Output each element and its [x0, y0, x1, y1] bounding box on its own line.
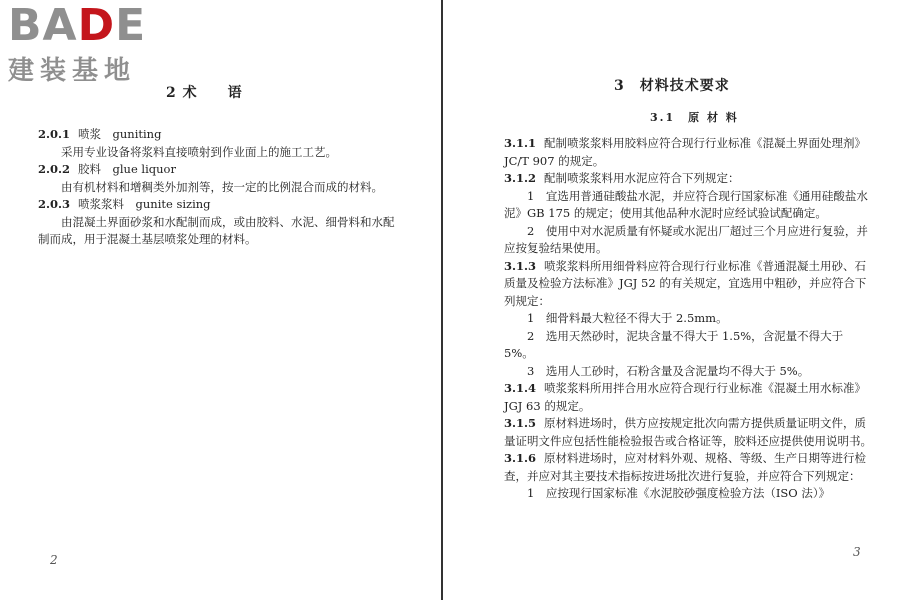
- clause: [504, 380, 874, 415]
- clause-number: 3.1.2: [504, 171, 537, 185]
- page-number: 3: [853, 545, 861, 559]
- clause: [504, 450, 874, 485]
- term-definition: 采用专业设备将浆料直接喷射到作业面上的施工工艺。: [61, 144, 337, 159]
- clause: [504, 170, 874, 188]
- term-definition: 由有机材料和增稠类外加剂等，按一定的比例混合而成的材料。: [61, 179, 383, 194]
- page-number: 2: [50, 553, 58, 567]
- clause: [504, 135, 874, 170]
- right-page: [446, 0, 900, 600]
- clauses-list: [504, 135, 874, 503]
- clause-number: 3.1.4: [504, 381, 537, 395]
- term-name: 喷浆浆料 gunite sizing: [78, 197, 211, 211]
- term-entry: [38, 196, 398, 214]
- list-item: 2 使用中对水泥质量有怀疑或水泥出厂超过三个月应进行复验，并应按复验结果使用。: [504, 223, 868, 255]
- clause-number: 3.1.3: [504, 258, 537, 273]
- clause: [504, 258, 874, 311]
- list-item: 1 应按现行国家标准《水泥胶砂强度检验方法（ISO 法）》: [527, 486, 831, 500]
- chapter-title-terms: 2 术 语: [166, 85, 243, 101]
- list-item: 1 细骨料最大粒径不得大于 2.5mm。: [527, 311, 728, 325]
- clause-number: 2.0.1: [38, 127, 71, 141]
- clause-number: 2.0.3: [38, 197, 71, 211]
- list-item: 1 宜选用普通硅酸盐水泥，并应符合现行国家标准《通用硅酸盐水泥》GB 175 的规定；使用其他品种水泥时应经试验试配确定。: [504, 188, 868, 220]
- clause-text: 原材料进场时，应对材料外观、规格、等级、生产日期等进行检查，并应对其主要技术指标按进场批次进行复验，并应符合下列规定：: [504, 451, 867, 483]
- term-definition: 由混凝土界面砂浆和水配制而成，或由胶料、水泥、细骨料和水配制而成，用于混凝土基层喷浆处理的材料。: [38, 214, 395, 246]
- term-name: 胶料 glue liquor: [78, 162, 176, 176]
- list-item: 2 选用天然砂时，泥块含量不得大于 1.5%，含泥量不得大于 5%。: [504, 328, 844, 360]
- logo-text-part1: BA: [8, 0, 78, 51]
- terms-list: [38, 126, 398, 249]
- list-item: 3 选用人工砂时，石粉含量及含泥量均不得大于 5%。: [527, 363, 810, 378]
- term-name: 喷浆 guniting: [78, 127, 162, 141]
- clause-text: 喷浆浆料所用细骨料应符合现行行业标准《普通混凝土用砂、石质量及检验方法标准》JGJ 52 的有关规定，宜选用中粗砂，并应符合下列规定：: [504, 258, 867, 308]
- clause-text: 配制喷浆浆料用胶料应符合现行行业标准《混凝土界面处理剂》JC/T 907 的规定。: [504, 136, 867, 168]
- clause-text: 配制喷浆浆料用水泥应符合下列规定：: [544, 171, 740, 185]
- clause-text: 原材料进场时，供方应按规定批次向需方提供质量证明文件，质量证明文件应包括性能检验报告或合格证等，胶料还应提供使用说明书。: [504, 416, 872, 448]
- clause-number: 3.1.6: [504, 451, 537, 465]
- clause-text: 喷浆浆料所用拌合用水应符合现行行业标准《混凝土用水标准》JGJ 63 的规定。: [504, 381, 867, 413]
- clause-number: 3.1.5: [504, 416, 537, 430]
- chapter-title-materials: 3 材料技术要求: [614, 78, 730, 94]
- term-entry: [38, 126, 398, 144]
- section-title: 3.1 原 材 料: [650, 111, 739, 124]
- term-entry: [38, 161, 398, 179]
- logo-text-accent: D: [77, 0, 116, 51]
- page-divider: [441, 0, 443, 600]
- logo-text-part2: E: [115, 0, 147, 51]
- clause-number: 2.0.2: [38, 162, 71, 176]
- logo-wordmark: [8, 0, 178, 51]
- logo-tagline: 建装基地: [8, 56, 137, 86]
- clause: [504, 415, 874, 450]
- bade-logo: [8, 0, 178, 87]
- clause-number: 3.1.1: [504, 136, 537, 150]
- left-page: [0, 0, 440, 600]
